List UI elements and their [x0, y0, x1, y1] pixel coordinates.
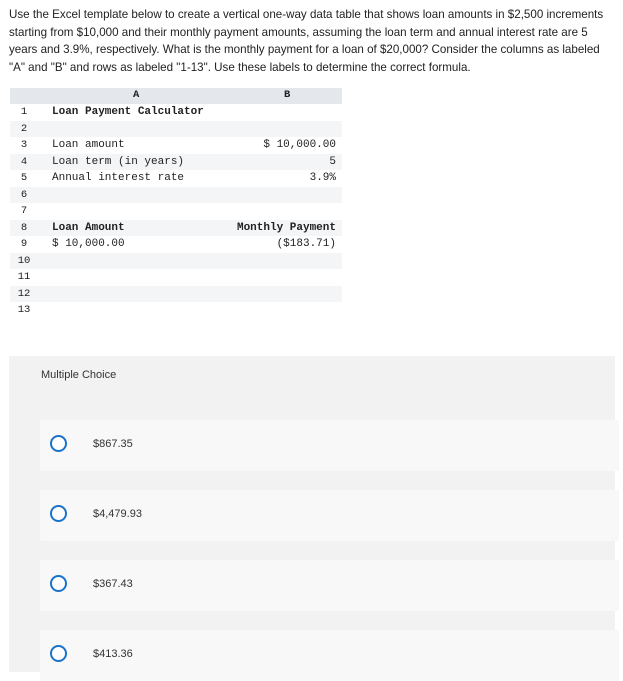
answer-option-4[interactable]	[40, 630, 619, 681]
answer-option-text: $367.43	[93, 578, 133, 590]
multiple-choice-panel	[9, 356, 615, 672]
question-text: Use the Excel template below to create a vertical one-way data table that shows loan amounts in $2,500 increments starting from $10,000 and their monthly payment amounts, assuming the loan term and annual interest rate are 5 years and 3.9%, respectively. What is the monthly payment for a loan of $20,000? Consider the columns as labeled "A" and "B" and rows as labeled "1-13". Use these labels to determine the correct formula.	[9, 8, 604, 74]
answer-option-text: $413.36	[93, 648, 133, 660]
sheet-row-5	[10, 170, 342, 187]
row-number: 9	[20, 238, 28, 250]
answer-option-3[interactable]	[40, 560, 619, 611]
answer-option-2[interactable]	[40, 490, 619, 541]
row-number: 8	[20, 221, 28, 234]
row-number: 5	[20, 172, 28, 184]
row-number: 7	[20, 205, 28, 217]
radio-button-icon[interactable]	[50, 575, 67, 592]
sheet-row-6	[10, 187, 342, 204]
sheet-row-13	[10, 302, 342, 319]
column-header-a: A	[133, 89, 140, 101]
sheet-row-4	[10, 154, 342, 171]
row-number: 6	[20, 188, 28, 201]
sheet-row-3	[10, 137, 342, 154]
radio-button-icon[interactable]	[50, 505, 67, 522]
sheet-row-9	[10, 236, 342, 253]
answer-option-text: $867.35	[93, 438, 133, 450]
cell-b5[interactable]: 3.9%	[309, 172, 336, 184]
answer-option-1[interactable]	[40, 420, 619, 471]
answer-option-text: $4,479.93	[93, 508, 142, 520]
cell-a8[interactable]: Loan Amount	[52, 221, 125, 234]
row-number: 2	[20, 122, 28, 135]
sheet-row-8	[10, 220, 342, 237]
row-number: 10	[17, 254, 31, 267]
row-number: 13	[17, 304, 31, 316]
row-number: 1	[20, 106, 28, 118]
multiple-choice-label: Multiple Choice	[41, 369, 117, 381]
row-number: 3	[20, 139, 28, 151]
sheet-row-12	[10, 286, 342, 303]
cell-b9[interactable]: ($183.71)	[276, 238, 336, 250]
cell-a1[interactable]: Loan Payment Calculator	[52, 106, 204, 118]
column-header-b: B	[284, 89, 291, 101]
row-number: 4	[20, 155, 28, 168]
sheet-row-11	[10, 269, 342, 286]
cell-a9[interactable]: $ 10,000.00	[52, 238, 125, 250]
sheet-row-2	[10, 121, 342, 138]
sheet-row-1	[10, 104, 342, 121]
cell-a5[interactable]: Annual interest rate	[52, 172, 185, 184]
column-header-row	[10, 88, 342, 104]
cell-b4[interactable]: 5	[329, 155, 336, 168]
row-number: 11	[17, 271, 31, 283]
cell-b8[interactable]: Monthly Payment	[236, 221, 336, 234]
spreadsheet	[10, 88, 342, 319]
sheet-row-7	[10, 203, 342, 220]
sheet-row-10	[10, 253, 342, 270]
cell-a3[interactable]: Loan amount	[52, 139, 125, 151]
radio-button-icon[interactable]	[50, 645, 67, 662]
row-number: 12	[17, 287, 31, 300]
radio-button-icon[interactable]	[50, 435, 67, 452]
cell-b3[interactable]: $ 10,000.00	[263, 139, 336, 151]
cell-a4[interactable]: Loan term (in years)	[52, 155, 185, 168]
